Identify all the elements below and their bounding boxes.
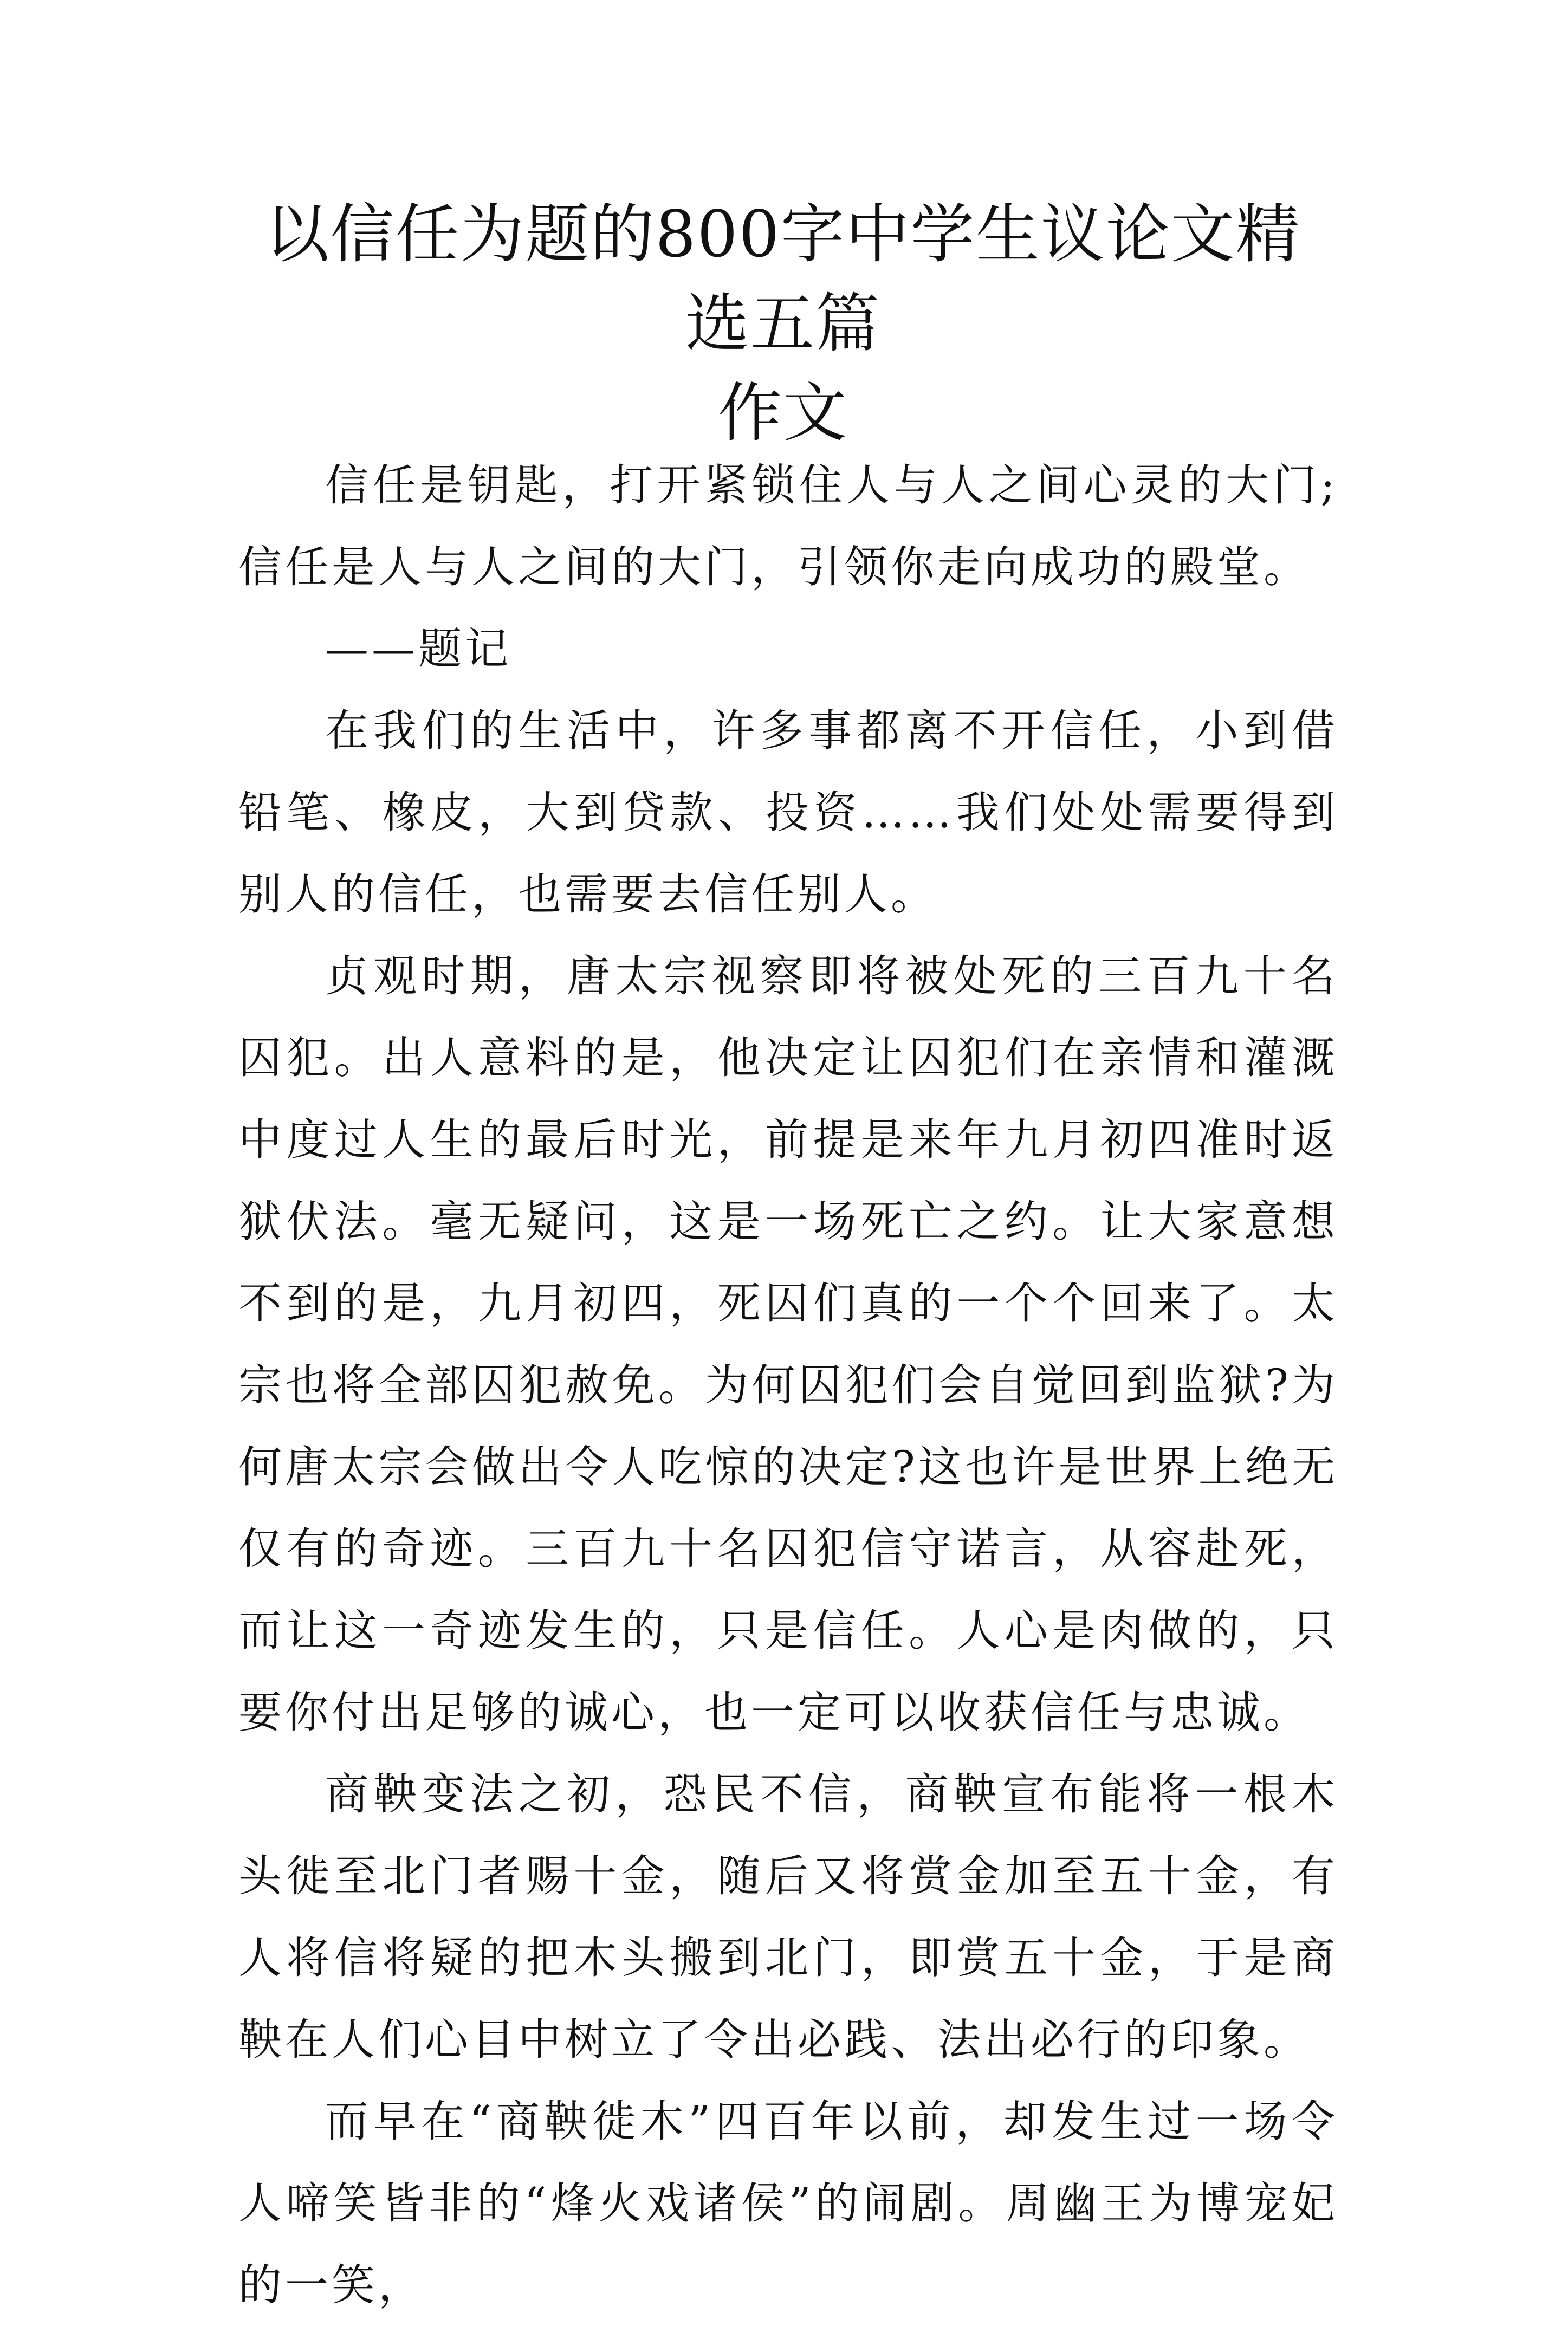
title-line-1: 以信任为题的800字中学生议论文精选五篇 — [265, 197, 1301, 361]
paragraph-tang-taizong: 贞观时期，唐太宗视察即将被处死的三百九十名囚犯。出人意料的是，他决定让囚犯们在亲情和灌溉中度过人生的最后时光，前提是来年九月初四准时返狱伏法。毫无疑问，这是一场死亡之约。让大家意想不到的是，九月初四，死囚们真的一个个回来了。太宗也将全部囚犯赦免。为何囚犯们会自觉回到监狱?为何唐太宗会做出令人吃惊的决定?这也许是世界上绝无仅有的奇迹。三百九十名囚犯信守诺言，从容赴死，而让这一奇迹发生的，只是信任。人心是肉做的，只要你付出足够的诚心，也一定可以收获信任与忠诚。 — [238, 951, 1338, 1738]
document-body — [238, 444, 1338, 2326]
paragraph-beacon-fires: 而早在“商鞅徙木”四百年以前，却发生过一场令人啼笑皆非的“烽火戏诸侯”的闹剧。周幽王为博宠妃的一笑， — [238, 2096, 1338, 2310]
paragraph-epigraph: 信任是钥匙，打开紧锁住人与人之间心灵的大门;信任是人与人之间的大门，引领你走向成功的殿堂。 — [238, 460, 1338, 592]
document-title — [233, 190, 1333, 458]
title-line-2: 作文 — [717, 375, 848, 450]
paragraph-epigraph-attribution: ——题记 — [325, 624, 511, 674]
paragraph-intro: 在我们的生活中，许多事都离不开信任，小到借铅笔、橡皮，大到贷款、投资……我们处处需要得到别人的信任，也需要去信任别人。 — [238, 705, 1338, 919]
paragraph-shang-yang: 商鞅变法之初，恐民不信，商鞅宣布能将一根木头徙至北门者赐十金，随后又将赏金加至五十金，有人将信将疑的把木头搬到北门，即赏五十金，于是商鞅在人们心目中树立了令出必践、法出必行的印象。 — [238, 1769, 1338, 2065]
